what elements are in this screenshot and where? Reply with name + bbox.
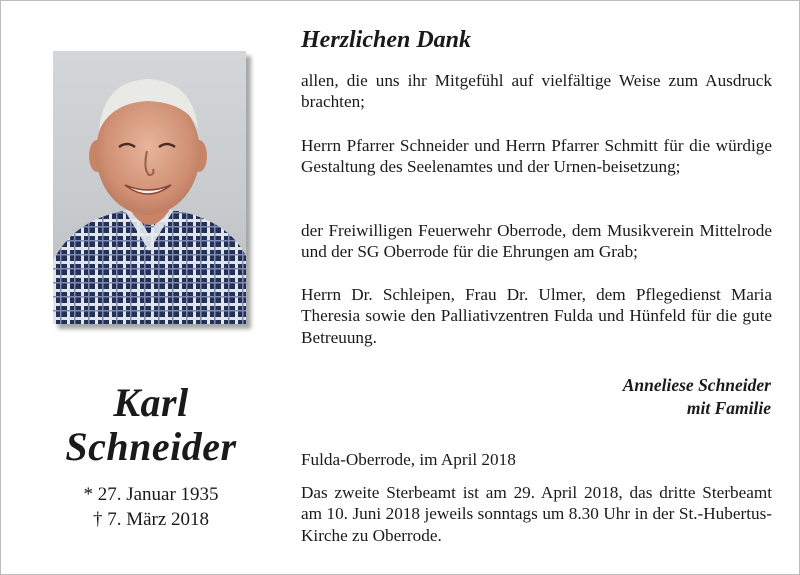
death-date: † 7. März 2018 bbox=[92, 509, 210, 530]
deceased-first-name: Karl bbox=[113, 380, 189, 425]
deceased-last-name: Schneider bbox=[65, 424, 237, 469]
thanks-paragraph: Herrn Pfarrer Schneider und Herrn Pfarrer Schmitt für die würdige Gestaltung des Seelenamtes und der Urnen-beisetzung; bbox=[301, 136, 772, 177]
portrait-photo bbox=[53, 51, 246, 324]
service-note: Das zweite Sterbeamt ist am 29. April 2018, das dritte Sterbeamt am 10. Juni 2018 jeweils sonntags um 8.30 Uhr in der St.-Hubertus-Kirche zu Oberrode. bbox=[301, 483, 772, 545]
thanks-paragraph: allen, die uns ihr Mitgefühl auf vielfältige Weise zum Ausdruck brachten; bbox=[301, 71, 772, 112]
signature-family: mit Familie bbox=[686, 398, 771, 418]
portrait-illustration bbox=[53, 51, 246, 324]
birth-date: * 27. Januar 1935 bbox=[83, 484, 219, 505]
thanks-paragraph: Herrn Dr. Schleipen, Frau Dr. Ulmer, dem Pflegedienst Maria Theresia sowie den Palliativzentren Fulda und Hünfeld für die gute Betreuung. bbox=[301, 285, 772, 347]
notice-heading: Herzlichen Dank bbox=[301, 27, 472, 53]
signature-name: Anneliese Schneider bbox=[622, 375, 771, 395]
place-and-date: Fulda-Oberrode, im April 2018 bbox=[301, 450, 516, 469]
thanks-paragraph: der Freiwilligen Feuerwehr Oberrode, dem Musikverein Mittelrode und der SG Oberrode für die Ehrungen am Grab; bbox=[301, 221, 772, 262]
